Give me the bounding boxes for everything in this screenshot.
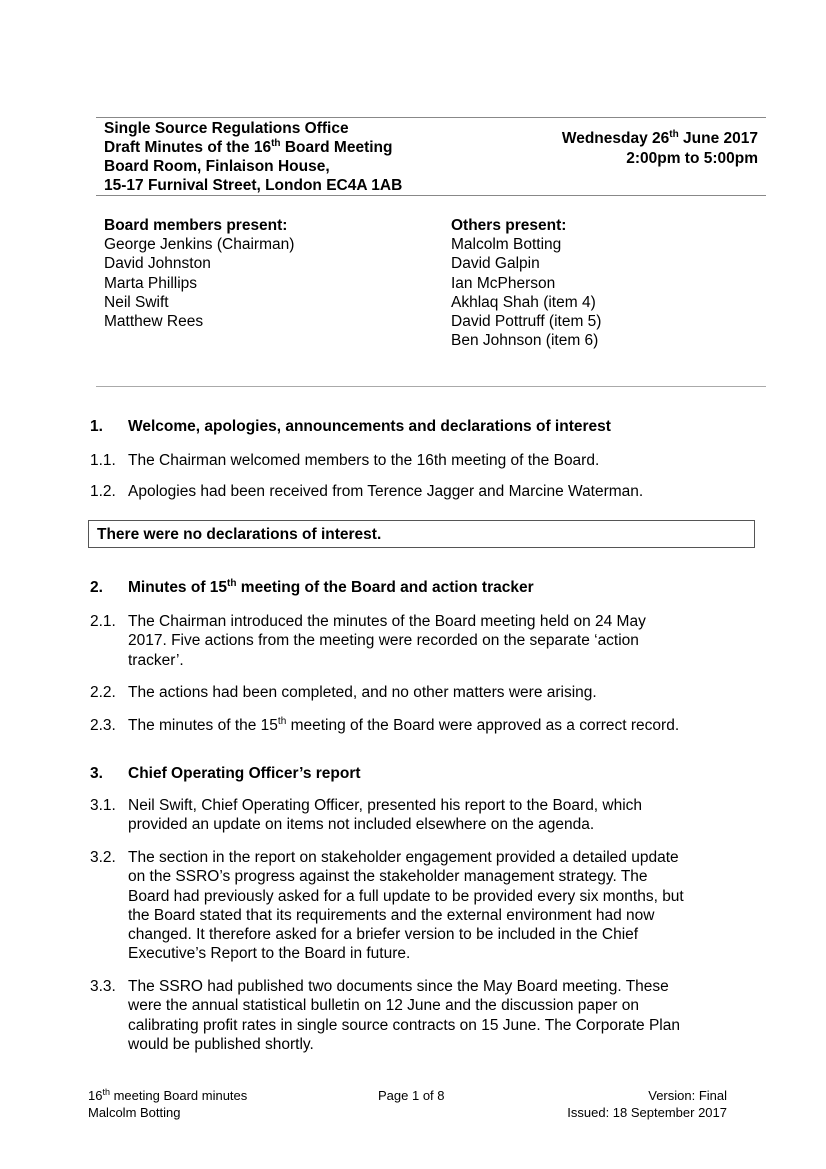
header-bottom-rule — [96, 195, 766, 196]
paragraph-3-1 — [90, 796, 730, 835]
section-2-heading — [90, 578, 534, 598]
paragraph-number: 3.1. — [90, 797, 116, 814]
header-block — [104, 119, 402, 195]
paragraph-text: The Chairman introduced the minutes of the Board meeting held on 24 May 2017. Five actions from the meeting were recorded on the separate ‘action tracker’. — [128, 613, 646, 669]
paragraph-text: The SSRO had published two documents since the May Board meeting. These were the annual statistical bulletin on 12 June and the discussion paper on calibrating profit rates in single source contracts on 15 June. The Corporate Plan would be published shortly. — [128, 978, 680, 1053]
paragraph-1-2 — [90, 482, 730, 501]
section-title: Minutes of 15th meeting of the Board and action tracker — [128, 578, 534, 596]
footer-page-number: Page 1 of 8 — [378, 1088, 445, 1103]
section-number: 1. — [90, 418, 103, 435]
paragraph-1-1 — [90, 451, 730, 470]
paragraph-text: The Chairman welcomed members to the 16th meeting of the Board. — [128, 452, 600, 469]
paragraph-text: The section in the report on stakeholder engagement provided a detailed update on the SSRO’s progress against the stakeholder management strategy. The Board had previously asked for a full update to be provided every six months, but the Board stated that its requirements and the external environment had now changed. It therefore asked for a briefer version to be included in the Chief Executive’s Report to the Board in future. — [128, 849, 684, 963]
footer-issued: Issued: 18 September 2017 — [567, 1105, 727, 1120]
board-members-list — [104, 216, 294, 331]
meeting-date: Wednesday 26th June 2017 — [561, 129, 758, 147]
list-item: Neil Swift — [104, 293, 169, 311]
paragraph-3-3 — [90, 977, 730, 1054]
declarations-note: There were no declarations of interest. — [88, 520, 755, 548]
venue: Board Room, Finlaison House, — [104, 158, 330, 175]
paragraph-text: Neil Swift, Chief Operating Officer, presented his report to the Board, which provided an update on items not included elsewhere on the agenda. — [128, 797, 643, 834]
paragraph-2-2 — [90, 683, 730, 702]
paragraph-2-3 — [90, 716, 730, 735]
paragraph-text: The minutes of the 15th meeting of the Board were approved as a correct record. — [128, 716, 680, 734]
section-title: Chief Operating Officer’s report — [128, 765, 361, 782]
section-title: Welcome, apologies, announcements and declarations of interest — [128, 418, 611, 435]
section-3-heading — [90, 764, 361, 784]
paragraph-number: 1.1. — [90, 452, 116, 469]
footer-right — [567, 1087, 727, 1121]
footer-left — [88, 1087, 247, 1121]
list-item: Marta Phillips — [104, 274, 198, 292]
paragraph-3-2 — [90, 848, 730, 964]
list-item: Malcolm Botting — [451, 236, 562, 254]
others-present-list — [451, 216, 601, 350]
meeting-datetime — [562, 129, 758, 169]
paragraph-number: 2.1. — [90, 613, 116, 630]
footer-version: Version: Final — [648, 1088, 727, 1103]
list-item: Ian McPherson — [451, 274, 556, 292]
paragraph-number: 3.3. — [90, 978, 116, 995]
paragraph-2-1 — [90, 612, 730, 670]
list-item: Akhlaq Shah (item 4) — [451, 293, 596, 311]
list-item: David Johnston — [104, 255, 211, 273]
section-number: 3. — [90, 765, 103, 782]
attendance-divider — [96, 386, 766, 387]
org-name: Single Source Regulations Office — [104, 120, 349, 137]
paragraph-number: 3.2. — [90, 849, 116, 866]
paragraph-number: 2.2. — [90, 684, 116, 701]
meeting-time: 2:00pm to 5:00pm — [626, 150, 758, 167]
paragraph-text: The actions had been completed, and no other matters were arising. — [128, 684, 597, 701]
paragraph-number: 1.2. — [90, 483, 116, 500]
paragraph-number: 2.3. — [90, 717, 116, 734]
header-top-rule — [96, 117, 766, 118]
list-item: David Pottruff (item 5) — [451, 313, 602, 331]
footer-author: Malcolm Botting — [88, 1105, 181, 1120]
paragraph-text: Apologies had been received from Terence Jagger and Marcine Waterman. — [128, 483, 644, 500]
list-item: Matthew Rees — [104, 313, 204, 331]
list-item: Ben Johnson (item 6) — [451, 332, 599, 350]
footer-document-name: 16th meeting Board minutes — [88, 1087, 248, 1103]
document-title: Draft Minutes of the 16th Board Meeting — [104, 138, 393, 156]
list-item: George Jenkins (Chairman) — [104, 236, 295, 254]
section-1-heading — [90, 417, 611, 437]
others-present-heading: Others present: — [451, 217, 567, 234]
address: 15-17 Furnival Street, London EC4A 1AB — [104, 177, 403, 194]
section-number: 2. — [90, 579, 103, 596]
board-members-heading: Board members present: — [104, 217, 288, 234]
list-item: David Galpin — [451, 255, 540, 273]
